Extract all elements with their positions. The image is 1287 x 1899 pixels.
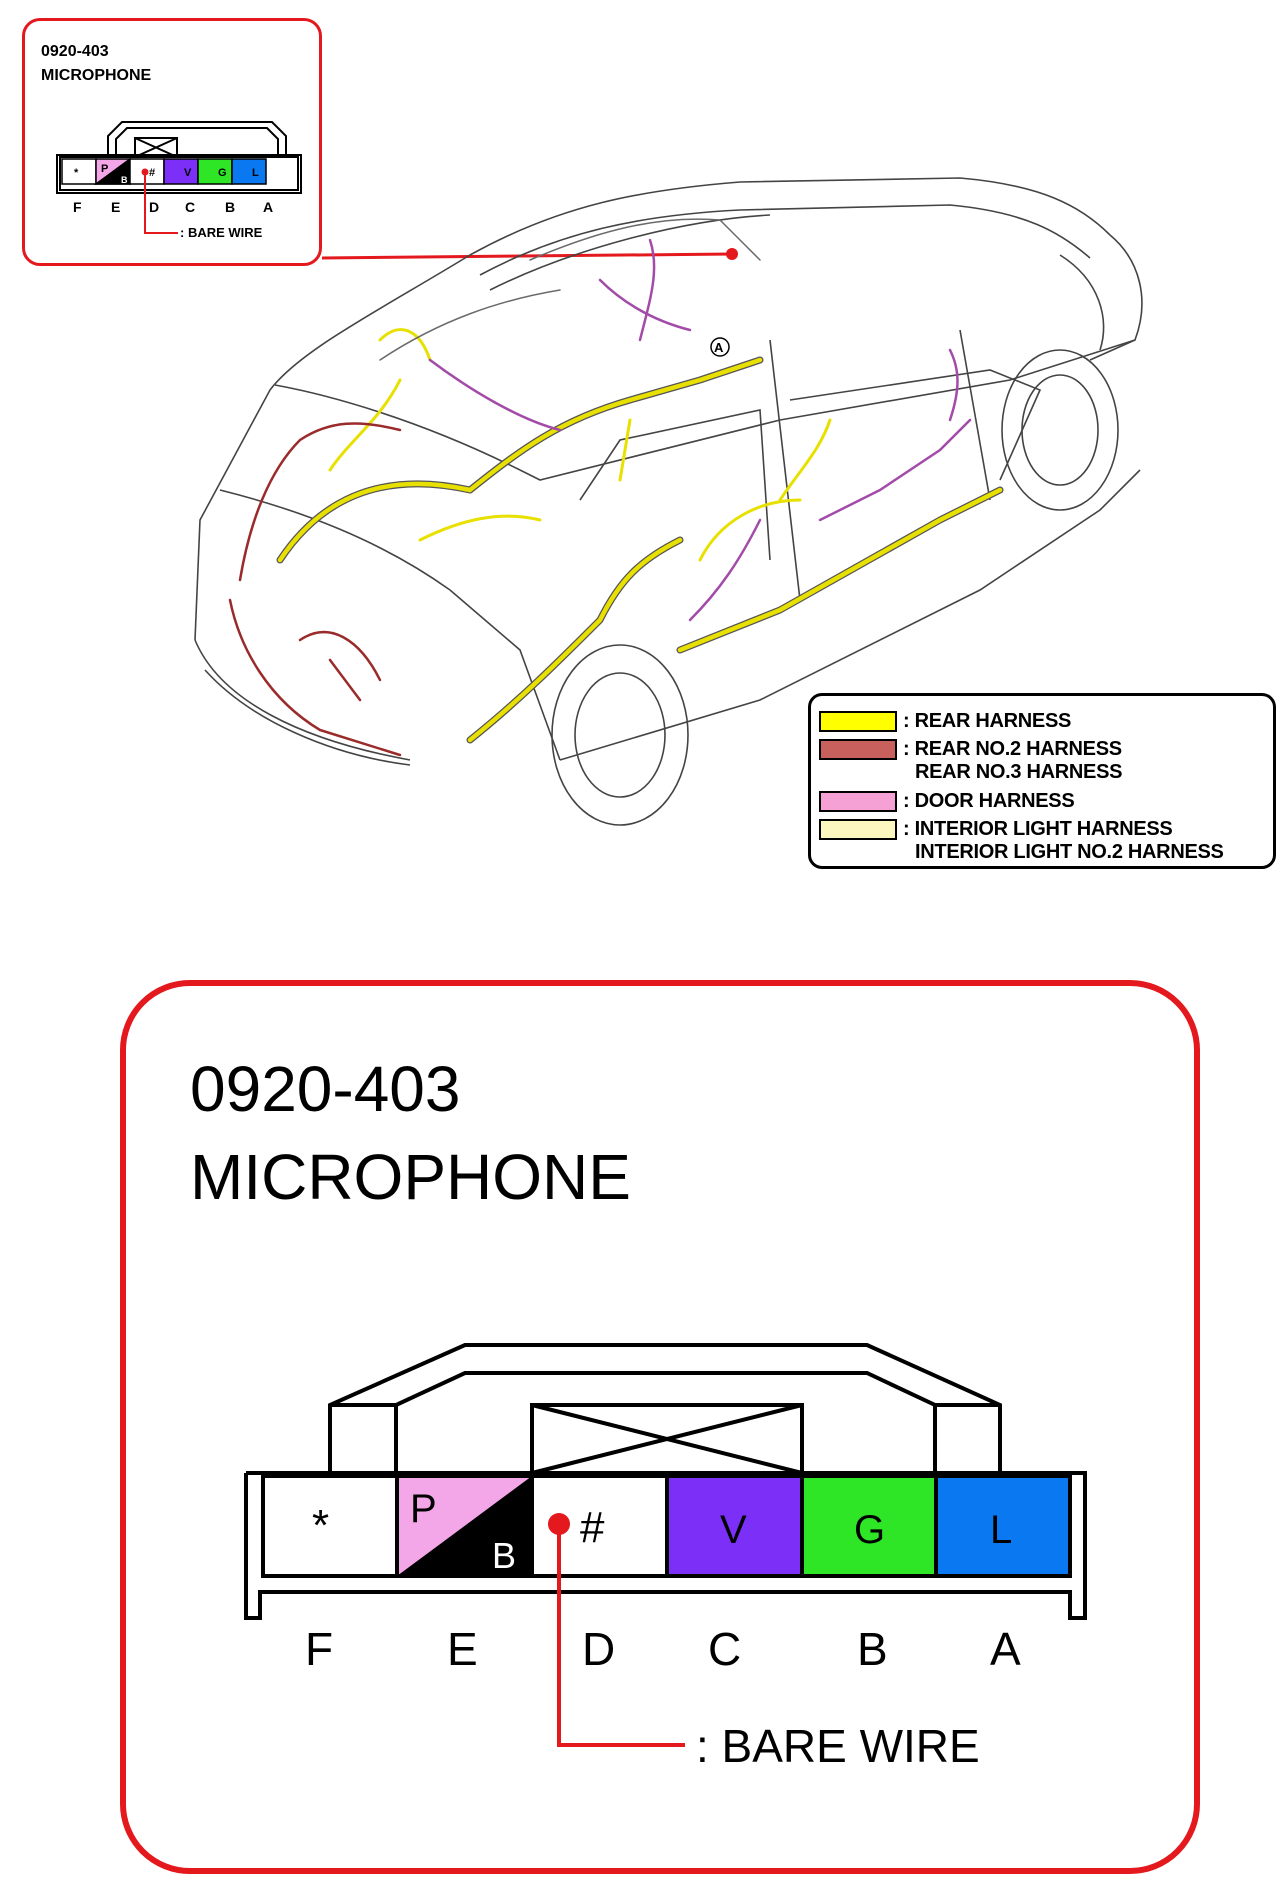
large-letter-b: B (857, 1623, 888, 1675)
small-marking-a: L (252, 167, 259, 179)
small-letter-d: D (149, 199, 160, 215)
legend-label-rear-no2-harness: : REAR NO.2 HARNESS (903, 738, 1122, 760)
large-marking-a: L (990, 1508, 1013, 1552)
small-connector-name: MICROPHONE (41, 67, 152, 84)
large-marking-e2: B (492, 1535, 517, 1576)
small-marking-d: # (149, 167, 156, 179)
large-letter-c: C (708, 1623, 742, 1675)
small-marking-e: P (101, 163, 109, 175)
large-letter-e: E (447, 1623, 478, 1675)
legend-label-rear-no3-harness: REAR NO.3 HARNESS (915, 761, 1123, 783)
small-letter-a: A (263, 199, 274, 215)
small-letter-f: F (73, 199, 82, 215)
large-terminals (263, 1476, 1070, 1576)
large-marking-c: V (720, 1508, 747, 1552)
small-bare-wire-label: : BARE WIRE (180, 225, 263, 240)
large-marking-f: * (312, 1501, 330, 1550)
large-letter-d: D (582, 1623, 616, 1675)
large-letter-a: A (990, 1623, 1021, 1675)
small-letter-e: E (111, 199, 121, 215)
legend-label-rear-harness: : REAR HARNESS (903, 710, 1072, 732)
large-terminal-letters (305, 1623, 1021, 1675)
small-marking-e2: B (121, 175, 128, 185)
location-marker-label: A (714, 340, 724, 355)
small-marking-f: * (74, 167, 79, 179)
legend-label-door-harness: : DOOR HARNESS (903, 790, 1075, 812)
large-marking-e: P (410, 1487, 437, 1531)
small-marking-c: V (184, 167, 192, 179)
large-letter-f: F (305, 1623, 334, 1675)
large-marking-b: G (854, 1508, 886, 1552)
small-marking-b: G (218, 167, 227, 179)
large-marking-d: # (580, 1503, 605, 1552)
small-letter-c: C (185, 199, 196, 215)
legend-label-interior-light-harness: : INTERIOR LIGHT HARNESS (903, 818, 1173, 840)
small-connector-code: 0920-403 (41, 43, 109, 60)
large-terminal-f (263, 1476, 397, 1576)
legend-label-interior-light-no2-harness: INTERIOR LIGHT NO.2 HARNESS (915, 841, 1224, 863)
large-bare-wire-label: : BARE WIRE (696, 1720, 980, 1772)
large-connector-name: MICROPHONE (190, 1141, 631, 1213)
large-connector-code: 0920-403 (190, 1053, 461, 1125)
small-letter-b: B (225, 199, 236, 215)
